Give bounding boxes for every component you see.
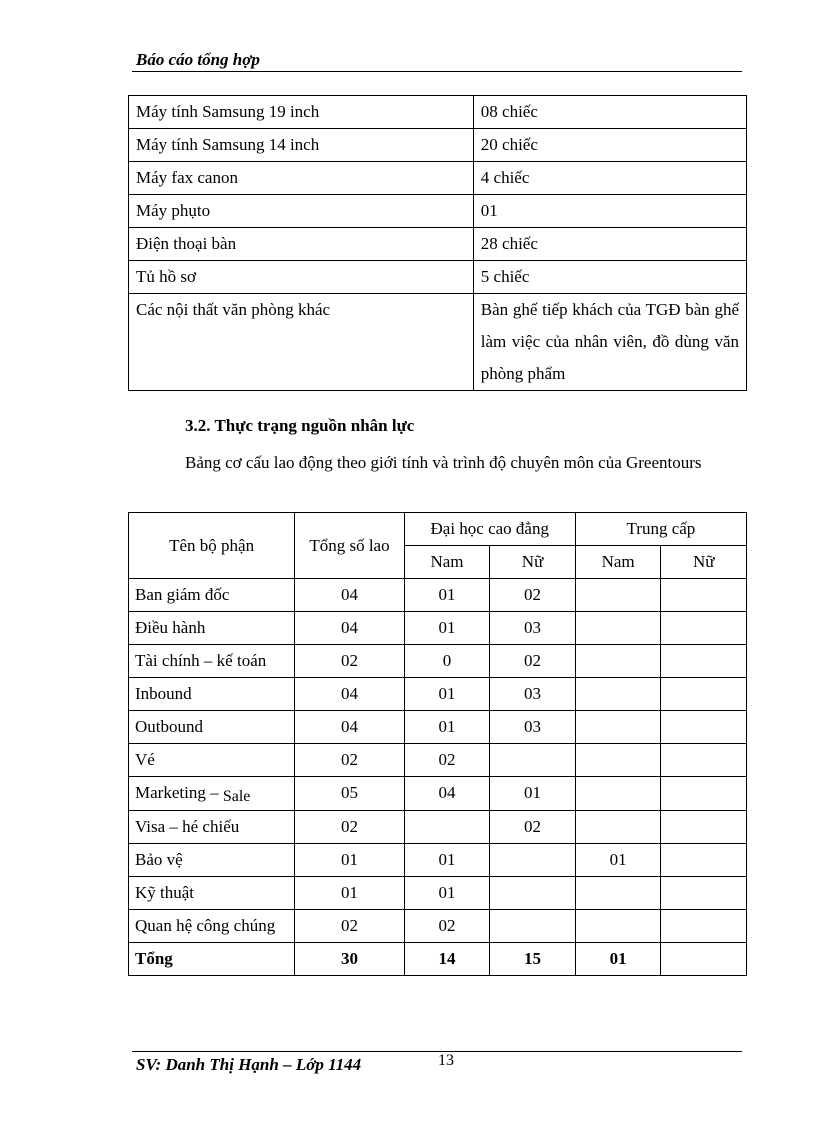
footer-rule (132, 1051, 742, 1052)
dept-name: Điều hành (129, 612, 295, 645)
uni-male: 01 (404, 711, 490, 744)
table-row (129, 910, 747, 943)
int-male (575, 678, 661, 711)
section-heading: 3.2. Thực trạng nguồn nhân lực (185, 416, 415, 435)
dept-name: Ban giám đốc (129, 579, 295, 612)
header-dept: Tên bộ phận (129, 513, 295, 579)
total-count: 02 (295, 811, 404, 844)
equipment-item: Máy fax canon (129, 162, 474, 195)
uni-male: 01 (404, 579, 490, 612)
table-row (129, 96, 747, 129)
int-male (575, 811, 661, 844)
dept-name-main: Marketing – (135, 783, 219, 802)
total-count: 04 (295, 579, 404, 612)
total-count: 02 (295, 910, 404, 943)
equipment-item: Điện thoại bàn (129, 228, 474, 261)
uni-female: 03 (490, 711, 576, 744)
int-female (661, 744, 747, 777)
int-female (661, 678, 747, 711)
page-header-title: Báo cáo tổng hợp (136, 50, 260, 69)
int-female (661, 844, 747, 877)
equipment-qty: 5 chiếc (473, 261, 746, 294)
dept-name (129, 777, 295, 811)
uni-male: 01 (404, 844, 490, 877)
footer-author: SV: Danh Thị Hạnh – Lớp 1144 (136, 1055, 362, 1074)
table-row (129, 811, 747, 844)
int-male: 01 (575, 943, 661, 976)
table-row (129, 844, 747, 877)
uni-female: 02 (490, 645, 576, 678)
header-total: Tổng số lao (295, 513, 404, 579)
total-count: 30 (295, 943, 404, 976)
uni-male: 02 (404, 910, 490, 943)
int-female (661, 943, 747, 976)
header-uni-male: Nam (404, 546, 490, 579)
total-count: 04 (295, 612, 404, 645)
uni-male: 01 (404, 612, 490, 645)
dept-name: Bảo vệ (129, 844, 295, 877)
table-row (129, 228, 747, 261)
table-row (129, 777, 747, 811)
dept-name: Outbound (129, 711, 295, 744)
uni-female (490, 844, 576, 877)
uni-male: 14 (404, 943, 490, 976)
table-row (129, 195, 747, 228)
equipment-item: Máy phụto (129, 195, 474, 228)
table-total-row (129, 943, 747, 976)
dept-name: Tài chính – kế toán (129, 645, 295, 678)
table-row (129, 162, 747, 195)
int-female (661, 711, 747, 744)
header-int-male: Nam (575, 546, 661, 579)
table-row (129, 711, 747, 744)
equipment-item: Tủ hồ sơ (129, 261, 474, 294)
total-count: 02 (295, 744, 404, 777)
header-int-female: Nữ (661, 546, 747, 579)
int-male (575, 777, 661, 811)
int-female (661, 777, 747, 811)
total-count: 04 (295, 711, 404, 744)
int-male (575, 711, 661, 744)
table-row (129, 645, 747, 678)
page-number: 13 (438, 1052, 454, 1069)
equipment-qty: 08 chiếc (473, 96, 746, 129)
total-count: 04 (295, 678, 404, 711)
int-male (575, 910, 661, 943)
staff-structure-table (128, 512, 747, 976)
uni-male: 0 (404, 645, 490, 678)
total-count: 01 (295, 844, 404, 877)
int-male (575, 612, 661, 645)
equipment-item: Máy tính Samsung 19 inch (129, 96, 474, 129)
table-header-row (129, 513, 747, 546)
uni-female: 03 (490, 678, 576, 711)
equipment-table (128, 95, 747, 391)
equipment-qty: 20 chiếc (473, 129, 746, 162)
int-female (661, 877, 747, 910)
int-female (661, 645, 747, 678)
int-male: 01 (575, 844, 661, 877)
header-rule (132, 71, 742, 72)
table-row (129, 261, 747, 294)
header-intermediate: Trung cấp (575, 513, 746, 546)
uni-male: 01 (404, 678, 490, 711)
equipment-qty: 01 (473, 195, 746, 228)
uni-female (490, 744, 576, 777)
uni-male (404, 811, 490, 844)
table-row (129, 294, 747, 391)
dept-name: Tổng (129, 943, 295, 976)
header-university: Đại học cao đẳng (404, 513, 575, 546)
table-row (129, 612, 747, 645)
total-count: 02 (295, 645, 404, 678)
equipment-qty: 4 chiếc (473, 162, 746, 195)
int-female (661, 811, 747, 844)
int-female (661, 910, 747, 943)
dept-name: Vé (129, 744, 295, 777)
equipment-item: Máy tính Samsung 14 inch (129, 129, 474, 162)
total-count: 05 (295, 777, 404, 811)
table-row (129, 678, 747, 711)
int-male (575, 877, 661, 910)
uni-male: 02 (404, 744, 490, 777)
uni-female: 02 (490, 811, 576, 844)
dept-name: Kỹ thuật (129, 877, 295, 910)
uni-female: 15 (490, 943, 576, 976)
uni-female: 01 (490, 777, 576, 811)
int-female (661, 579, 747, 612)
dept-name: Quan hệ công chúng (129, 910, 295, 943)
int-male (575, 579, 661, 612)
int-female (661, 612, 747, 645)
equipment-item: Các nội thất văn phòng khác (129, 294, 474, 391)
uni-female: 02 (490, 579, 576, 612)
intro-paragraph: Bảng cơ cấu lao động theo giới tính và trình độ chuyên môn của Greentours (185, 453, 702, 472)
total-count: 01 (295, 877, 404, 910)
table-row (129, 877, 747, 910)
uni-female (490, 877, 576, 910)
int-male (575, 645, 661, 678)
uni-female (490, 910, 576, 943)
uni-male: 04 (404, 777, 490, 811)
equipment-qty: 28 chiếc (473, 228, 746, 261)
dept-name: Visa – hé chiếu (129, 811, 295, 844)
table-row (129, 744, 747, 777)
uni-female: 03 (490, 612, 576, 645)
int-male (575, 744, 661, 777)
header-uni-female: Nữ (490, 546, 576, 579)
dept-name-sub: Sale (222, 788, 251, 805)
equipment-qty: Bàn ghế tiếp khách của TGĐ bàn ghế làm việc của nhân viên, đồ dùng văn phòng phẩm (473, 294, 746, 391)
table-row (129, 129, 747, 162)
dept-name: Inbound (129, 678, 295, 711)
table-row (129, 579, 747, 612)
uni-male: 01 (404, 877, 490, 910)
